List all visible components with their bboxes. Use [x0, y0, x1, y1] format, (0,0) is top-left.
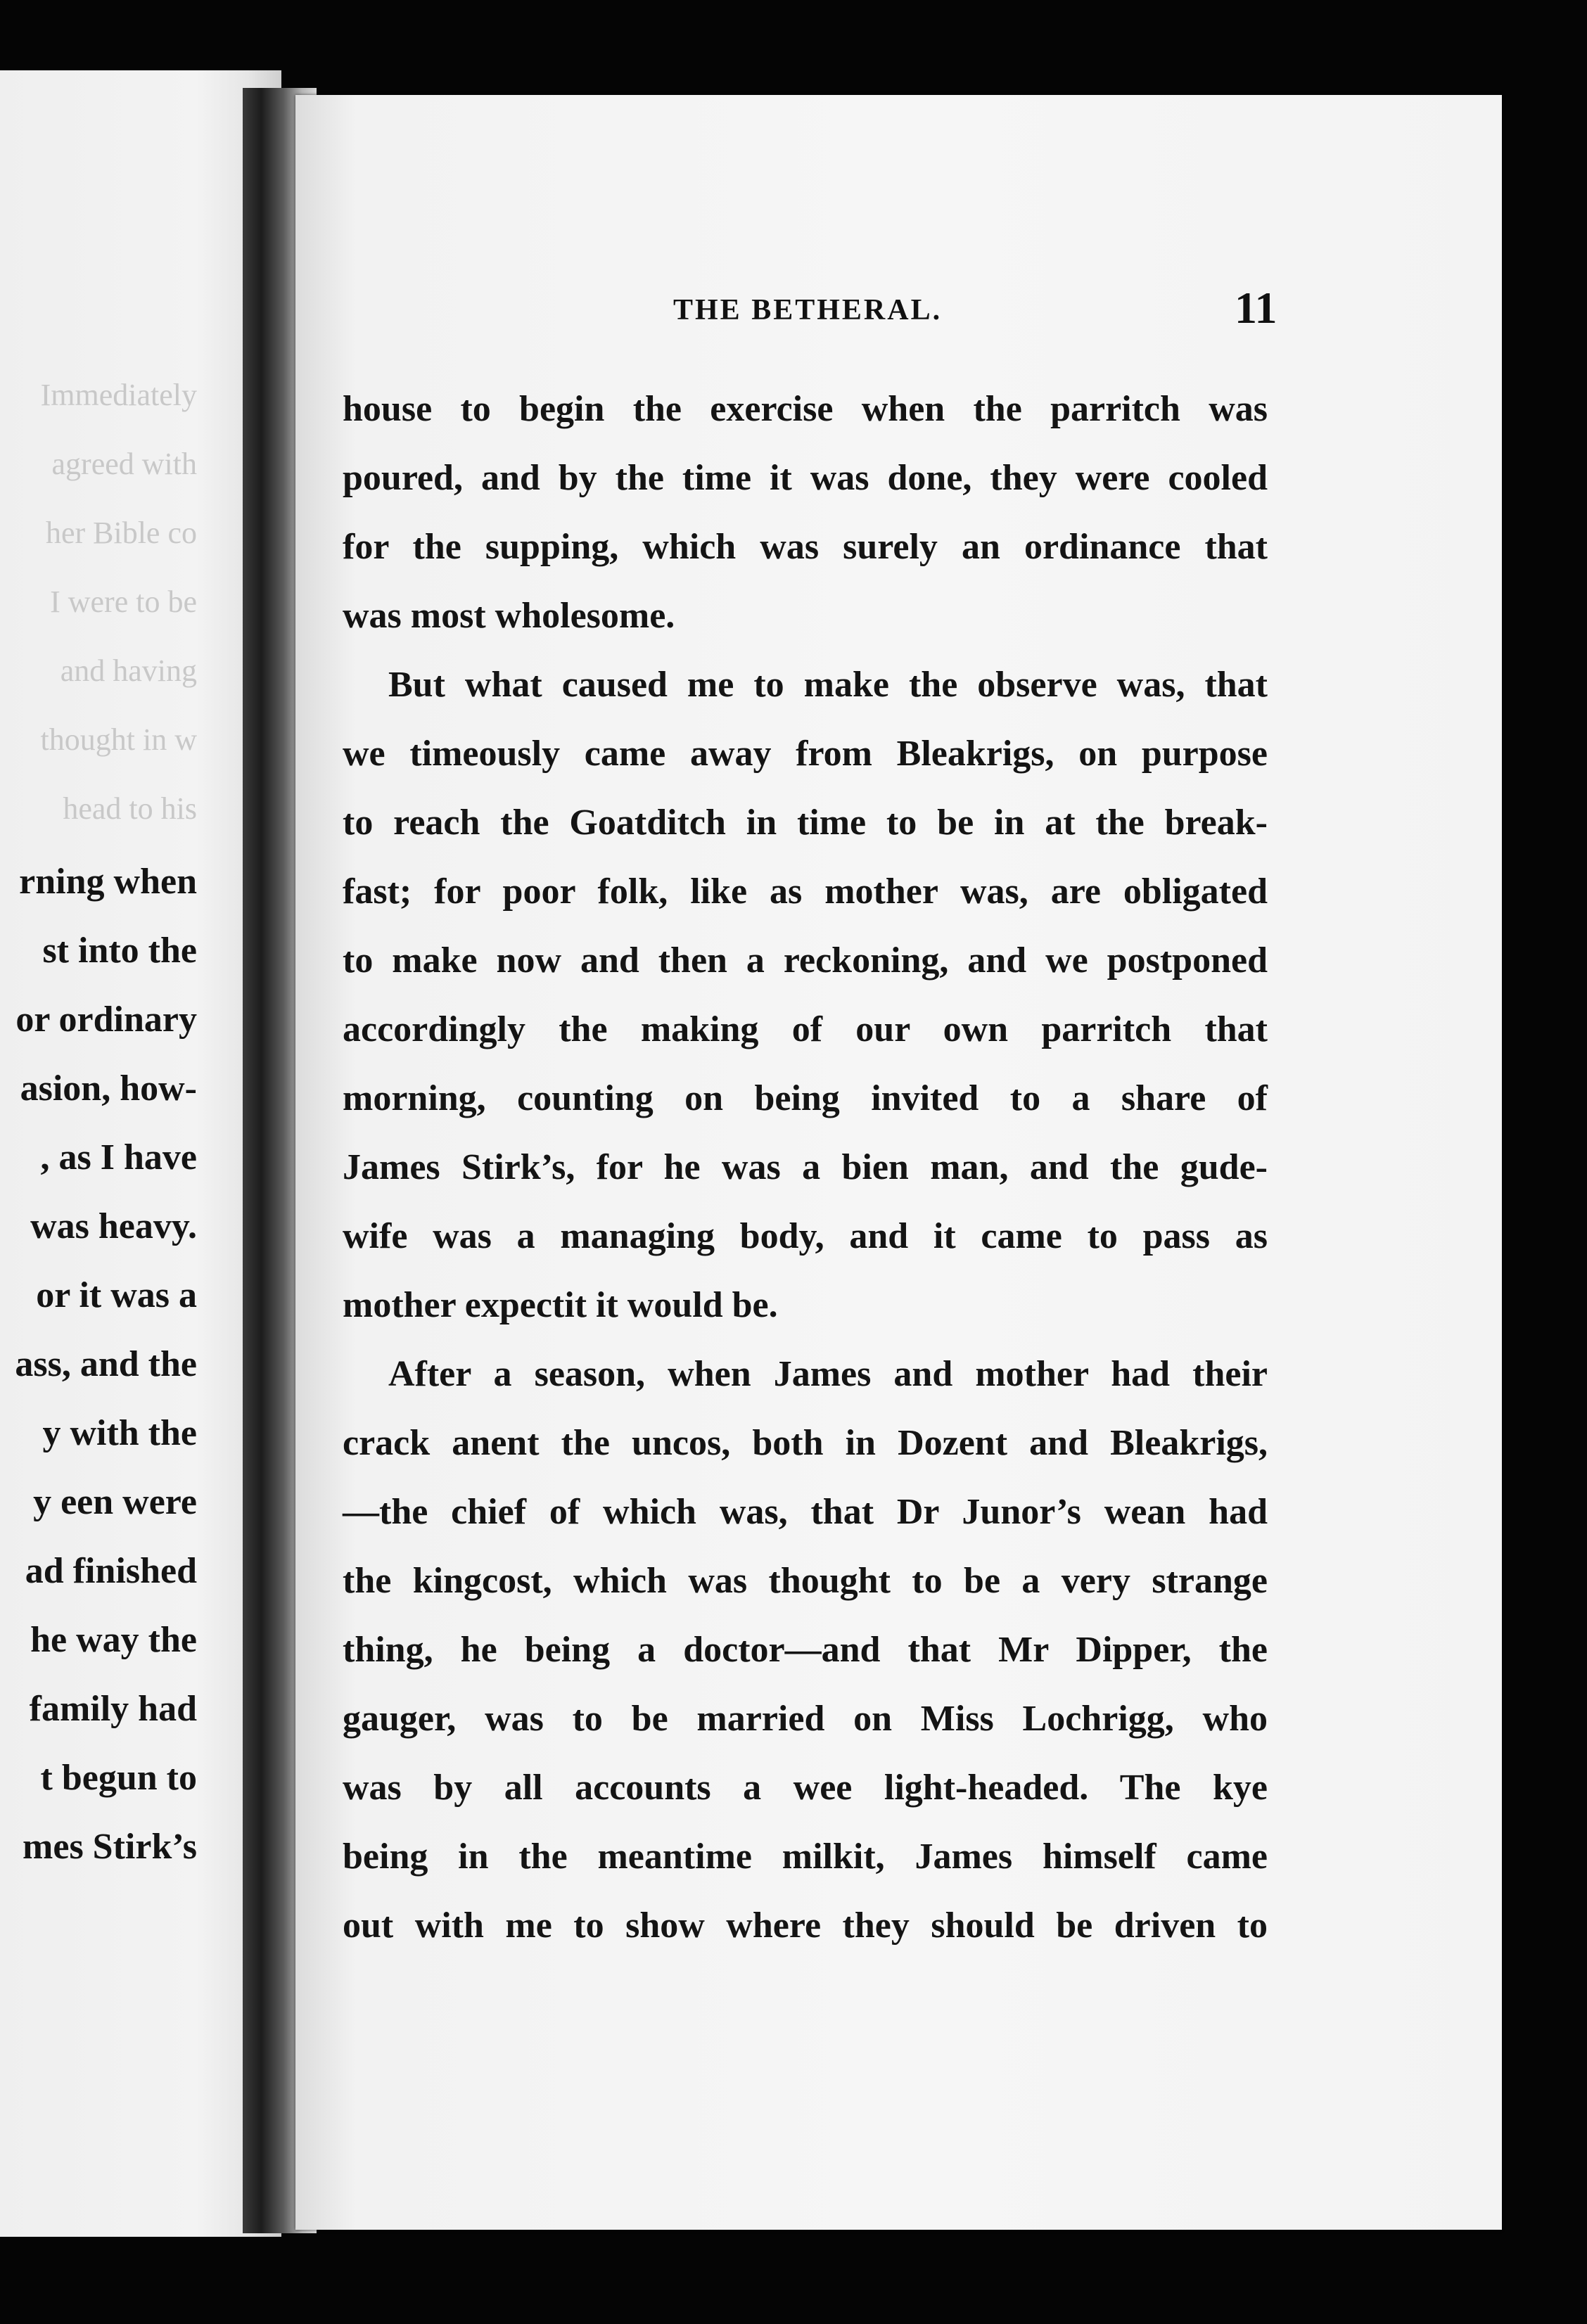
text-line: the kingcost, which was thought to be a very strange: [343, 1561, 1268, 1601]
page-number: 11: [1235, 283, 1277, 333]
text-line: wife was a managing body, and it came to pass as: [343, 1216, 1268, 1256]
right-page: [295, 95, 1502, 2230]
left-page-line: Immediately: [40, 378, 197, 412]
left-page-line: he way the: [30, 1620, 197, 1660]
text-line: for the supping, which was surely an ordinance that: [343, 527, 1268, 567]
left-page: [0, 70, 281, 2237]
left-page-line: , as I have: [40, 1137, 197, 1177]
text-line: thing, he being a doctor—and that Mr Dipper, the: [343, 1630, 1268, 1670]
left-page-line: was heavy.: [30, 1206, 197, 1246]
text-line: fast; for poor folk, like as mother was, are obligated: [343, 872, 1268, 912]
text-line: —the chief of which was, that Dr Junor’s wean had: [343, 1492, 1268, 1532]
left-page-line: t begun to: [40, 1758, 197, 1798]
text-line: After a season, when James and mother had their: [388, 1354, 1268, 1394]
text-line: being in the meantime milkit, James himself came: [343, 1837, 1268, 1877]
running-head: THE BETHERAL.: [673, 294, 943, 326]
text-line: poured, and by the time it was done, they were cooled: [343, 458, 1268, 498]
left-page-line: head to his: [63, 791, 197, 826]
left-page-line: y een were: [33, 1482, 197, 1522]
text-line: we timeously came away from Bleakrigs, on purpose: [343, 734, 1268, 774]
left-page-line: or ordinary: [15, 1000, 197, 1040]
left-page-line: ad finished: [25, 1551, 197, 1591]
left-page-line: I were to be: [50, 585, 197, 619]
text-line: was by all accounts a wee light-headed. The kye: [343, 1768, 1268, 1808]
left-page-line: rning when: [19, 862, 197, 902]
text-line: to make now and then a reckoning, and we postponed: [343, 940, 1268, 981]
text-line: accordingly the making of our own parritch that: [343, 1009, 1268, 1049]
text-line: gauger, was to be married on Miss Lochrigg, who: [343, 1699, 1268, 1739]
left-page-line: thought in w: [40, 722, 197, 757]
left-page-line: ass, and the: [15, 1344, 197, 1384]
left-page-line: her Bible co: [45, 516, 197, 550]
text-line: But what caused me to make the observe was, that: [388, 665, 1268, 705]
text-line: to reach the Goatditch in time to be in at the break-: [343, 803, 1268, 843]
left-page-line: family had: [29, 1689, 197, 1729]
text-line: crack anent the uncos, both in Dozent and Bleakrigs,: [343, 1423, 1268, 1463]
text-line: out with me to show where they should be driven to: [343, 1905, 1268, 1946]
left-page-line: st into the: [42, 931, 197, 971]
page-body: [343, 375, 1268, 1960]
left-page-line: and having: [60, 653, 197, 688]
text-line: mother expectit it would be.: [343, 1285, 778, 1325]
left-page-line: y with the: [42, 1413, 197, 1453]
text-line: house to begin the exercise when the parritch was: [343, 389, 1268, 429]
left-page-line: agreed with: [51, 447, 197, 481]
left-page-line: mes Stirk’s: [23, 1827, 197, 1867]
left-page-line: or it was a: [36, 1275, 197, 1315]
page-header: [295, 283, 1502, 350]
text-line: James Stirk’s, for he was a bien man, and the gude-: [343, 1147, 1268, 1187]
text-line: was most wholesome.: [343, 596, 675, 636]
left-page-line: asion, how-: [20, 1068, 197, 1109]
text-line: morning, counting on being invited to a share of: [343, 1078, 1268, 1118]
